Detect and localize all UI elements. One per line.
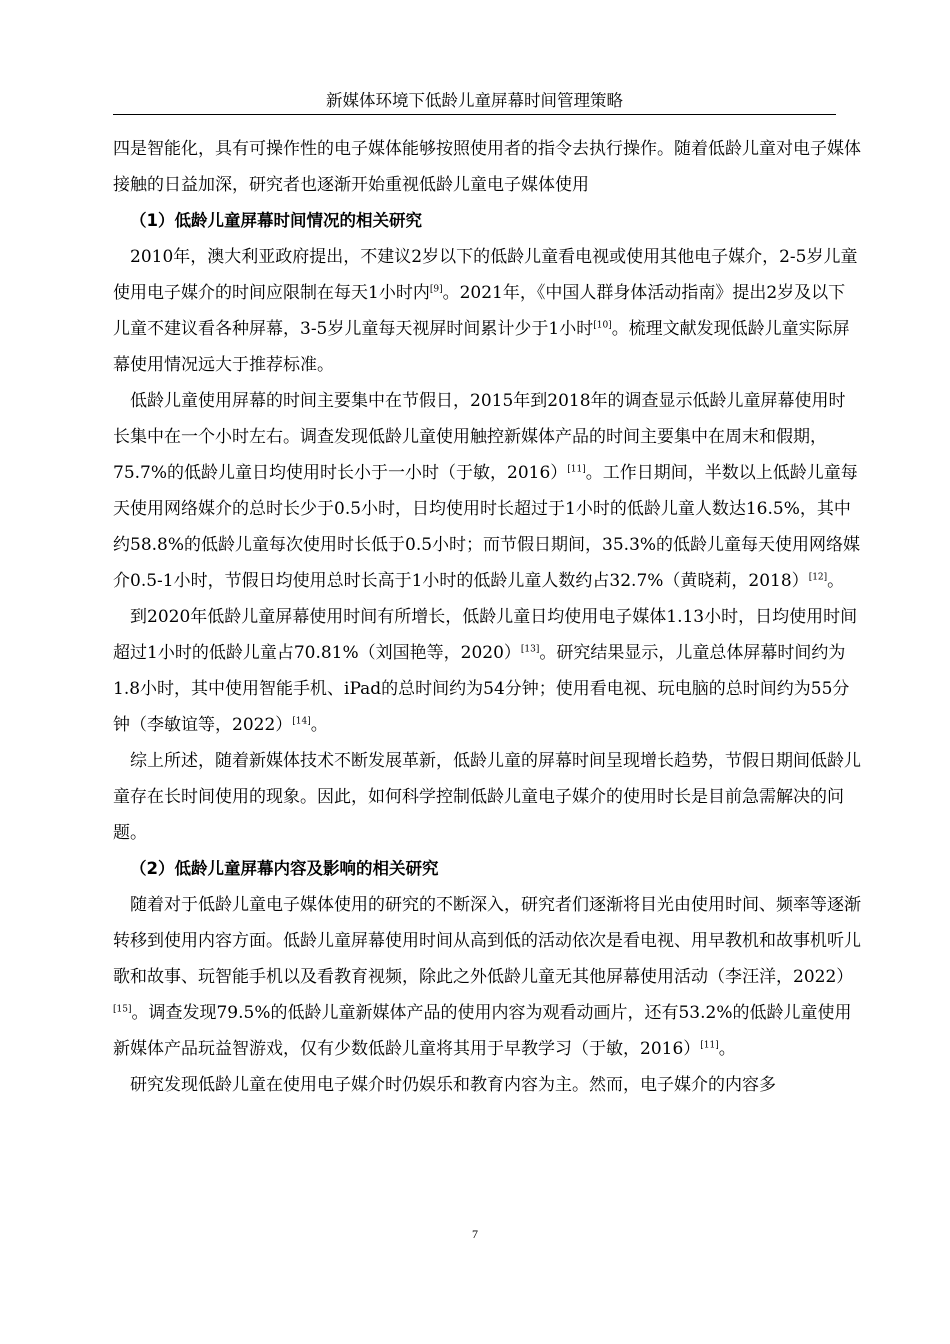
text-run: 随着对于低龄儿童电子媒体使用的研究的不断深入，研究者们逐渐将目光由使用时间、频率等逐渐转移到使用内容方面。低龄儿童屏幕使用时间从高到低的活动依次是看电视、用早教机和故事机听儿歌和故事、玩智能手机以及看教育视频，除此之外低龄儿童无其他屏幕使用活动（李汪洋，2022） — [113, 895, 861, 987]
paragraph-screen-time-guidelines — [113, 239, 861, 383]
text-run: 。 — [718, 1039, 736, 1059]
text-run: 。调查发现79.5%的低龄儿童新媒体产品的使用内容为观看动画片，还有53.2%的低龄儿童使用新媒体产品玩益智游戏，仅有少数低龄儿童将其用于早教学习（于敏，2016） — [113, 1003, 852, 1059]
paragraph-2020-growth — [113, 599, 861, 743]
citation: [15] — [113, 1004, 132, 1015]
citation: [11] — [700, 1040, 719, 1051]
text-run: 低龄儿童使用屏幕的时间主要集中在节假日，2015年到2018年的调查显示低龄儿童屏幕使用时长集中在一个小时左右。调查发现低龄儿童使用触控新媒体产品的时间主要集中在周末和假期，75.7%的低龄儿童日均使用时长小于一小时（于敏，2016） — [113, 391, 846, 483]
running-header: 新媒体环境下低龄儿童屏幕时间管理策略 — [326, 91, 623, 110]
section-heading-2: （2）低龄儿童屏幕内容及影响的相关研究 — [130, 859, 439, 878]
text-run: 。研究结果显示，儿童总体屏幕时间约为1.8小时，其中使用智能手机、iPad的总时间约为54分钟；使用看电视、玩电脑的总时间约为55分钟（李敏谊等，2022） — [113, 643, 850, 735]
text-run: 2010年，澳大利亚政府提出，不建议2岁以下的低龄儿童看电视或使用其他电子媒介，2-5岁儿童使用电子媒介的时间应限制在每天1小时内 — [113, 247, 858, 303]
citation: [12] — [808, 572, 828, 583]
citation: [14] — [292, 716, 311, 727]
section-heading-1: （1）低龄儿童屏幕时间情况的相关研究 — [130, 211, 422, 230]
citation: [10] — [593, 320, 612, 331]
paragraph-entertainment: 研究发现低龄儿童在使用电子媒介时仍娱乐和教育内容为主。然而，电子媒介的内容多 — [130, 1075, 776, 1095]
page-number: 7 — [472, 1227, 478, 1241]
text-run: 。工作日期间，半数以上低龄儿童每天使用网络媒介的总时长少于0.5小时，日均使用时长超过于1小时的低龄儿童人数达16.5%，其中约58.8%的低龄儿童每次使用时长低于0.5小时；而节假日期间，35.3%的低龄儿童每天使用网络媒介0.5-1小时，节假日均使用总时长高于1小时的低龄儿童人数约占32.7%（黄晓莉，2018） — [113, 463, 861, 591]
citation: [11] — [567, 464, 586, 475]
paragraph-holiday-usage — [113, 383, 861, 599]
citation: [9] — [429, 284, 443, 295]
header-rule — [113, 114, 836, 115]
text-run: 。2021年，《中国人群身体活动指南》提出2岁及以下儿童不建议看各种屏幕，3-5岁儿童每天视屏时间累计少于1小时 — [113, 283, 846, 339]
paragraph-content-research — [113, 887, 861, 1067]
text-run: 。 — [827, 571, 845, 591]
text-run: 。梳理文献发现低龄儿童实际屏幕使用情况远大于推荐标准。 — [113, 319, 850, 375]
paragraph-summary: 综上所述，随着新媒体技术不断发展革新，低龄儿童的屏幕时间呈现增长趋势，节假日期间低龄儿童存在长时间使用的现象。因此，如何科学控制低龄儿童电子媒介的使用时长是目前急需解决的问题。 — [113, 751, 861, 843]
text-run: 到2020年低龄儿童屏幕使用时间有所增长，低龄儿童日均使用电子媒体1.13小时，日均使用时间超过1小时的低龄儿童占70.81%（刘国艳等，2020） — [113, 607, 858, 663]
text-run: 。 — [310, 715, 328, 735]
paragraph-intro: 四是智能化，具有可操作性的电子媒体能够按照使用者的指令去执行操作。随着低龄儿童对电子媒体接触的日益加深，研究者也逐渐开始重视低龄儿童电子媒体使用 — [113, 139, 861, 195]
body-text — [113, 131, 861, 1103]
citation: [13] — [520, 644, 540, 655]
